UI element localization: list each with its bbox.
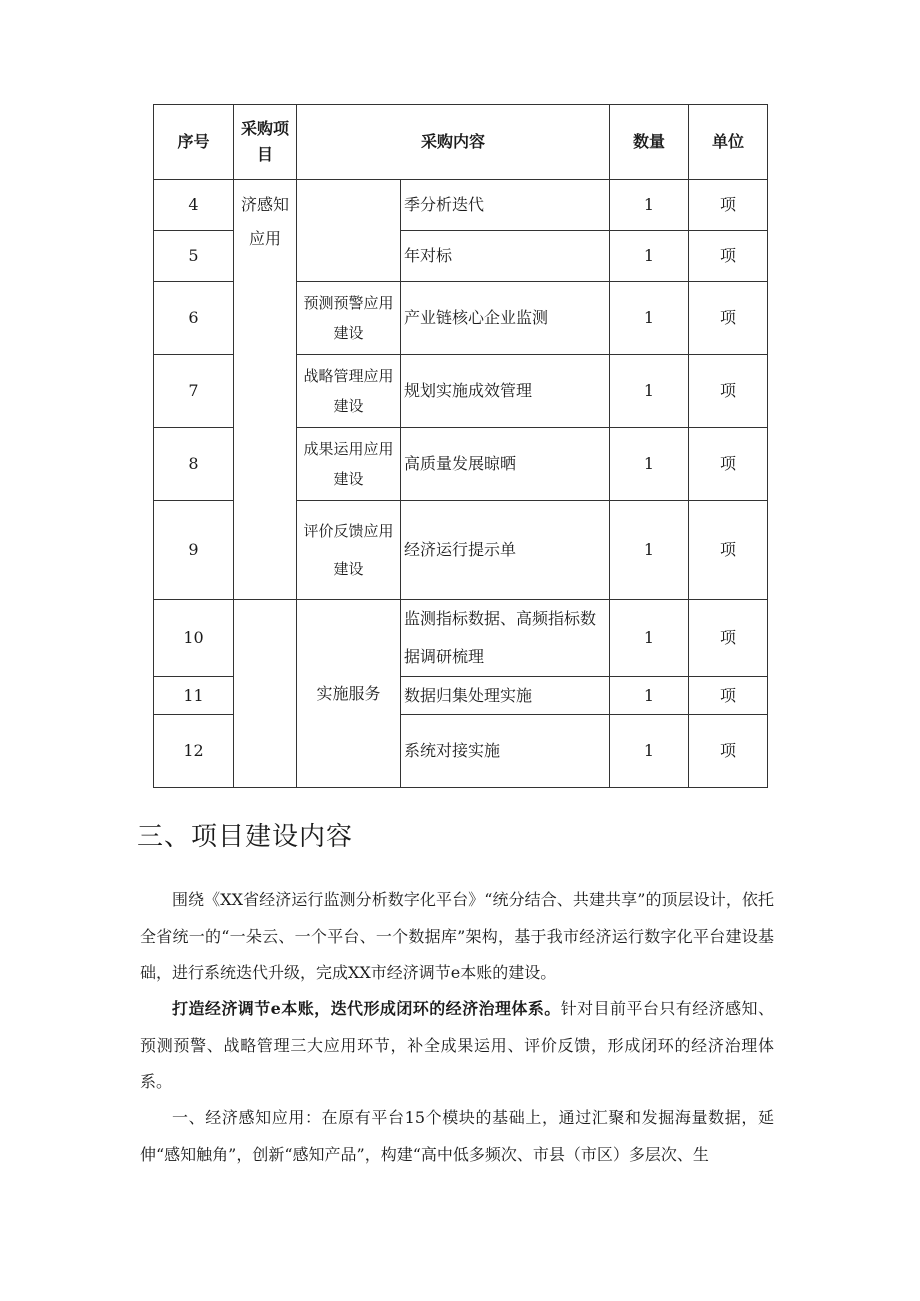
row-qty: 1 <box>610 600 689 677</box>
group-empty <box>297 180 401 282</box>
row-unit: 项 <box>689 428 768 501</box>
group-evaluation: 评价反馈应用建设 <box>297 501 401 600</box>
table-row <box>154 600 768 677</box>
header-seq: 序号 <box>154 105 234 180</box>
row-content: 经济运行提示单 <box>401 501 610 600</box>
category-awareness: 济感知应用 <box>234 180 297 600</box>
row-seq: 4 <box>154 180 234 231</box>
row-unit: 项 <box>689 231 768 282</box>
paragraph-ebook-lead: 打造经济调节e本账，迭代形成闭环的经济治理体系。 <box>172 999 561 1018</box>
row-qty: 1 <box>610 231 689 282</box>
row-seq: 8 <box>154 428 234 501</box>
table-row <box>154 180 768 231</box>
section-heading: 三、项目建设内容 <box>137 822 354 852</box>
row-unit: 项 <box>689 677 768 715</box>
row-content: 系统对接实施 <box>401 715 610 788</box>
row-unit: 项 <box>689 600 768 677</box>
row-unit: 项 <box>689 282 768 355</box>
table-header-row <box>154 105 768 180</box>
row-qty: 1 <box>610 677 689 715</box>
group-results: 成果运用应用建设 <box>297 428 401 501</box>
row-content: 数据归集处理实施 <box>401 677 610 715</box>
row-seq: 10 <box>154 600 234 677</box>
group-forecast: 预测预警应用建设 <box>297 282 401 355</box>
header-unit: 单位 <box>689 105 768 180</box>
group-strategy: 战略管理应用建设 <box>297 355 401 428</box>
row-seq: 9 <box>154 501 234 600</box>
row-qty: 1 <box>610 715 689 788</box>
row-qty: 1 <box>610 282 689 355</box>
row-seq: 11 <box>154 677 234 715</box>
header-qty: 数量 <box>610 105 689 180</box>
row-qty: 1 <box>610 355 689 428</box>
service-blank <box>234 600 297 788</box>
row-content: 年对标 <box>401 231 610 282</box>
paragraph-ebook-body: 针对目前平台只有经济感知、预测预警、战略管理三大应用环节，补全成果运用、评价反馈，形成闭环的经济治理体系。 <box>140 999 774 1091</box>
row-content: 监测指标数据、高频指标数据调研梳理 <box>401 600 610 677</box>
row-seq: 5 <box>154 231 234 282</box>
row-unit: 项 <box>689 355 768 428</box>
row-seq: 6 <box>154 282 234 355</box>
row-qty: 1 <box>610 180 689 231</box>
paragraph-intro: 围绕《XX省经济运行监测分析数字化平台》“统分结合、共建共享”的顶层设计，依托全省统一的“一朵云、一个平台、一个数据库”架构，基于我市经济运行数字化平台建设基础，进行系统迭代升级，完成XX市经济调节e本账的建设。 <box>140 890 774 982</box>
row-content: 规划实施成效管理 <box>401 355 610 428</box>
row-content: 产业链核心企业监测 <box>401 282 610 355</box>
row-seq: 12 <box>154 715 234 788</box>
row-qty: 1 <box>610 501 689 600</box>
row-content: 高质量发展晾晒 <box>401 428 610 501</box>
row-qty: 1 <box>610 428 689 501</box>
paragraph-ebook <box>140 991 774 1101</box>
header-item: 采购项目 <box>234 105 297 180</box>
header-content: 采购内容 <box>297 105 610 180</box>
row-content: 季分析迭代 <box>401 180 610 231</box>
row-unit: 项 <box>689 715 768 788</box>
procurement-table <box>153 104 768 788</box>
row-unit: 项 <box>689 180 768 231</box>
row-unit: 项 <box>689 501 768 600</box>
category-service: 实施服务 <box>297 600 401 788</box>
row-seq: 7 <box>154 355 234 428</box>
paragraph-awareness: 一、经济感知应用：在原有平台15个模块的基础上，通过汇聚和发掘海量数据，延伸“感知触角”，创新“感知产品”，构建“高中低多频次、市县（市区）多层次、生 <box>140 1108 774 1164</box>
